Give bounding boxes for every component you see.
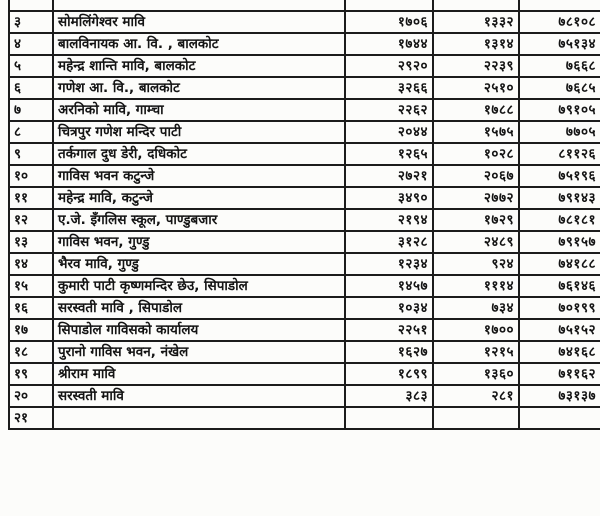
votes-cast-cell: १०२८ [433,143,519,165]
turnout-percent-cell: ८११२६ [519,143,600,165]
total-voters-cell [345,0,433,11]
table-row [9,55,600,77]
serial-number-cell: ११ [9,187,53,209]
table-row [9,363,600,385]
total-voters-cell: १७०६ [345,11,433,33]
serial-number-cell: १० [9,165,53,187]
votes-cast-cell: १५७५ [433,121,519,143]
table-row [9,77,600,99]
serial-number-cell: १७ [9,319,53,341]
total-voters-cell: ३१२८ [345,231,433,253]
table-row [9,187,600,209]
polling-station-name-cell: चित्रपुर गणेश मन्दिर पाटी [53,121,345,143]
polling-station-name-cell: भैरव मावि, गुण्डु [53,253,345,275]
polling-station-name-cell: महेन्द्र शान्ति मावि, बालकोट [53,55,345,77]
polling-station-name-cell: सरस्वती मावि [53,385,345,407]
turnout-percent-cell: ७८१८१ [519,209,600,231]
polling-station-name-cell: अरनिको मावि, गाम्चा [53,99,345,121]
serial-number-cell: ४ [9,33,53,55]
total-voters-cell: १४५७ [345,275,433,297]
serial-number-cell: ८ [9,121,53,143]
table-row [9,121,600,143]
turnout-percent-cell [519,0,600,11]
votes-cast-cell: ९२४ [433,253,519,275]
turnout-percent-cell: ७६६८ [519,55,600,77]
table-row [9,33,600,55]
total-voters-cell: २७२१ [345,165,433,187]
total-voters-cell: २९२० [345,55,433,77]
serial-number-cell: २१ [9,407,53,429]
table-row [9,99,600,121]
votes-cast-cell: २५१० [433,77,519,99]
serial-number-cell: २० [9,385,53,407]
turnout-percent-cell: ७८१०८ [519,11,600,33]
turnout-percent-cell: ७५१३४ [519,33,600,55]
turnout-percent-cell: ७९१५७ [519,231,600,253]
table-row [9,407,600,429]
table-row [9,385,600,407]
turnout-percent-cell: ७४१८८ [519,253,600,275]
table-body [9,0,600,429]
table-row [9,297,600,319]
votes-cast-cell: १७०० [433,319,519,341]
votes-cast-cell: २८१ [433,385,519,407]
turnout-percent-cell: ७४१६८ [519,341,600,363]
polling-station-name-cell: श्रीराम मावि [53,363,345,385]
total-voters-cell: ३४९० [345,187,433,209]
serial-number-cell: १३ [9,231,53,253]
total-voters-cell: १०३४ [345,297,433,319]
turnout-percent-cell: ७९१४३ [519,187,600,209]
votes-cast-cell: २२३९ [433,55,519,77]
votes-cast-cell: २०६७ [433,165,519,187]
table-row [9,209,600,231]
polling-station-name-cell: सरस्वती मावि , सिपाडोल [53,297,345,319]
polling-station-name-cell: तर्कगाल दुध डेरी, दधिकोट [53,143,345,165]
serial-number-cell: ३ [9,11,53,33]
votes-cast-cell: १२१५ [433,341,519,363]
turnout-percent-cell: ७३१३७ [519,385,600,407]
turnout-percent-cell: ७६१४६ [519,275,600,297]
serial-number-cell: १९ [9,363,53,385]
table-row [9,165,600,187]
votes-cast-cell: १३६० [433,363,519,385]
total-voters-cell: १७४४ [345,33,433,55]
polling-station-name-cell [53,407,345,429]
polling-station-name-cell: गाविस भवन कटुन्जे [53,165,345,187]
turnout-percent-cell: ७११६२ [519,363,600,385]
votes-cast-cell: १३३२ [433,11,519,33]
table-row [9,11,600,33]
total-voters-cell: १२६५ [345,143,433,165]
votes-cast-cell: १७२९ [433,209,519,231]
total-voters-cell: २२५१ [345,319,433,341]
total-voters-cell: २०४४ [345,121,433,143]
serial-number-cell: ९ [9,143,53,165]
total-voters-cell: ३२६६ [345,77,433,99]
total-voters-cell: १२३४ [345,253,433,275]
polling-station-name-cell: महेन्द्र मावि, कटुन्जे [53,187,345,209]
votes-cast-cell: १११४ [433,275,519,297]
total-voters-cell: २१९४ [345,209,433,231]
turnout-percent-cell: ७६८५ [519,77,600,99]
total-voters-cell: १८९९ [345,363,433,385]
serial-number-cell [9,0,53,11]
polling-station-name-cell: सिपाडोल गाविसको कार्यालय [53,319,345,341]
votes-cast-cell: १७८८ [433,99,519,121]
polling-station-name-cell: ए.जे. इँगलिस स्कूल, पाण्डुबजार [53,209,345,231]
votes-cast-cell [433,407,519,429]
serial-number-cell: १२ [9,209,53,231]
total-voters-cell: २२६२ [345,99,433,121]
polling-station-name-cell: बालविनायक आ. वि. , बालकोट [53,33,345,55]
serial-number-cell: ५ [9,55,53,77]
turnout-percent-cell: ७०१९९ [519,297,600,319]
serial-number-cell: ६ [9,77,53,99]
votes-cast-cell: २४८९ [433,231,519,253]
polling-station-name-cell: कुमारी पाटी कृष्णमन्दिर छेउ, सिपाडोल [53,275,345,297]
votes-cast-cell [433,0,519,11]
total-voters-cell: १६२७ [345,341,433,363]
turnout-percent-cell: ७७०५ [519,121,600,143]
votes-cast-cell: २७७२ [433,187,519,209]
table-row [9,319,600,341]
polling-station-name-cell: सोमलिंगेश्वर मावि [53,11,345,33]
table-row [9,253,600,275]
turnout-percent-cell: ७९१०५ [519,99,600,121]
table-row [9,275,600,297]
polling-station-name-cell [53,0,345,11]
polling-station-name-cell: गाविस भवन, गुण्डु [53,231,345,253]
polling-station-name-cell: गणेश आ. वि., बालकोट [53,77,345,99]
turnout-percent-cell: ७५१९६ [519,165,600,187]
polling-station-table [8,0,600,430]
serial-number-cell: १५ [9,275,53,297]
total-voters-cell: ३८३ [345,385,433,407]
total-voters-cell [345,407,433,429]
turnout-percent-cell [519,407,600,429]
serial-number-cell: १८ [9,341,53,363]
table-row [9,0,600,11]
table-row [9,143,600,165]
table-row [9,341,600,363]
table-row [9,231,600,253]
serial-number-cell: १६ [9,297,53,319]
votes-cast-cell: ७३४ [433,297,519,319]
serial-number-cell: १४ [9,253,53,275]
turnout-percent-cell: ७५१५२ [519,319,600,341]
polling-station-name-cell: पुरानो गाविस भवन, नंखेल [53,341,345,363]
serial-number-cell: ७ [9,99,53,121]
votes-cast-cell: १३१४ [433,33,519,55]
